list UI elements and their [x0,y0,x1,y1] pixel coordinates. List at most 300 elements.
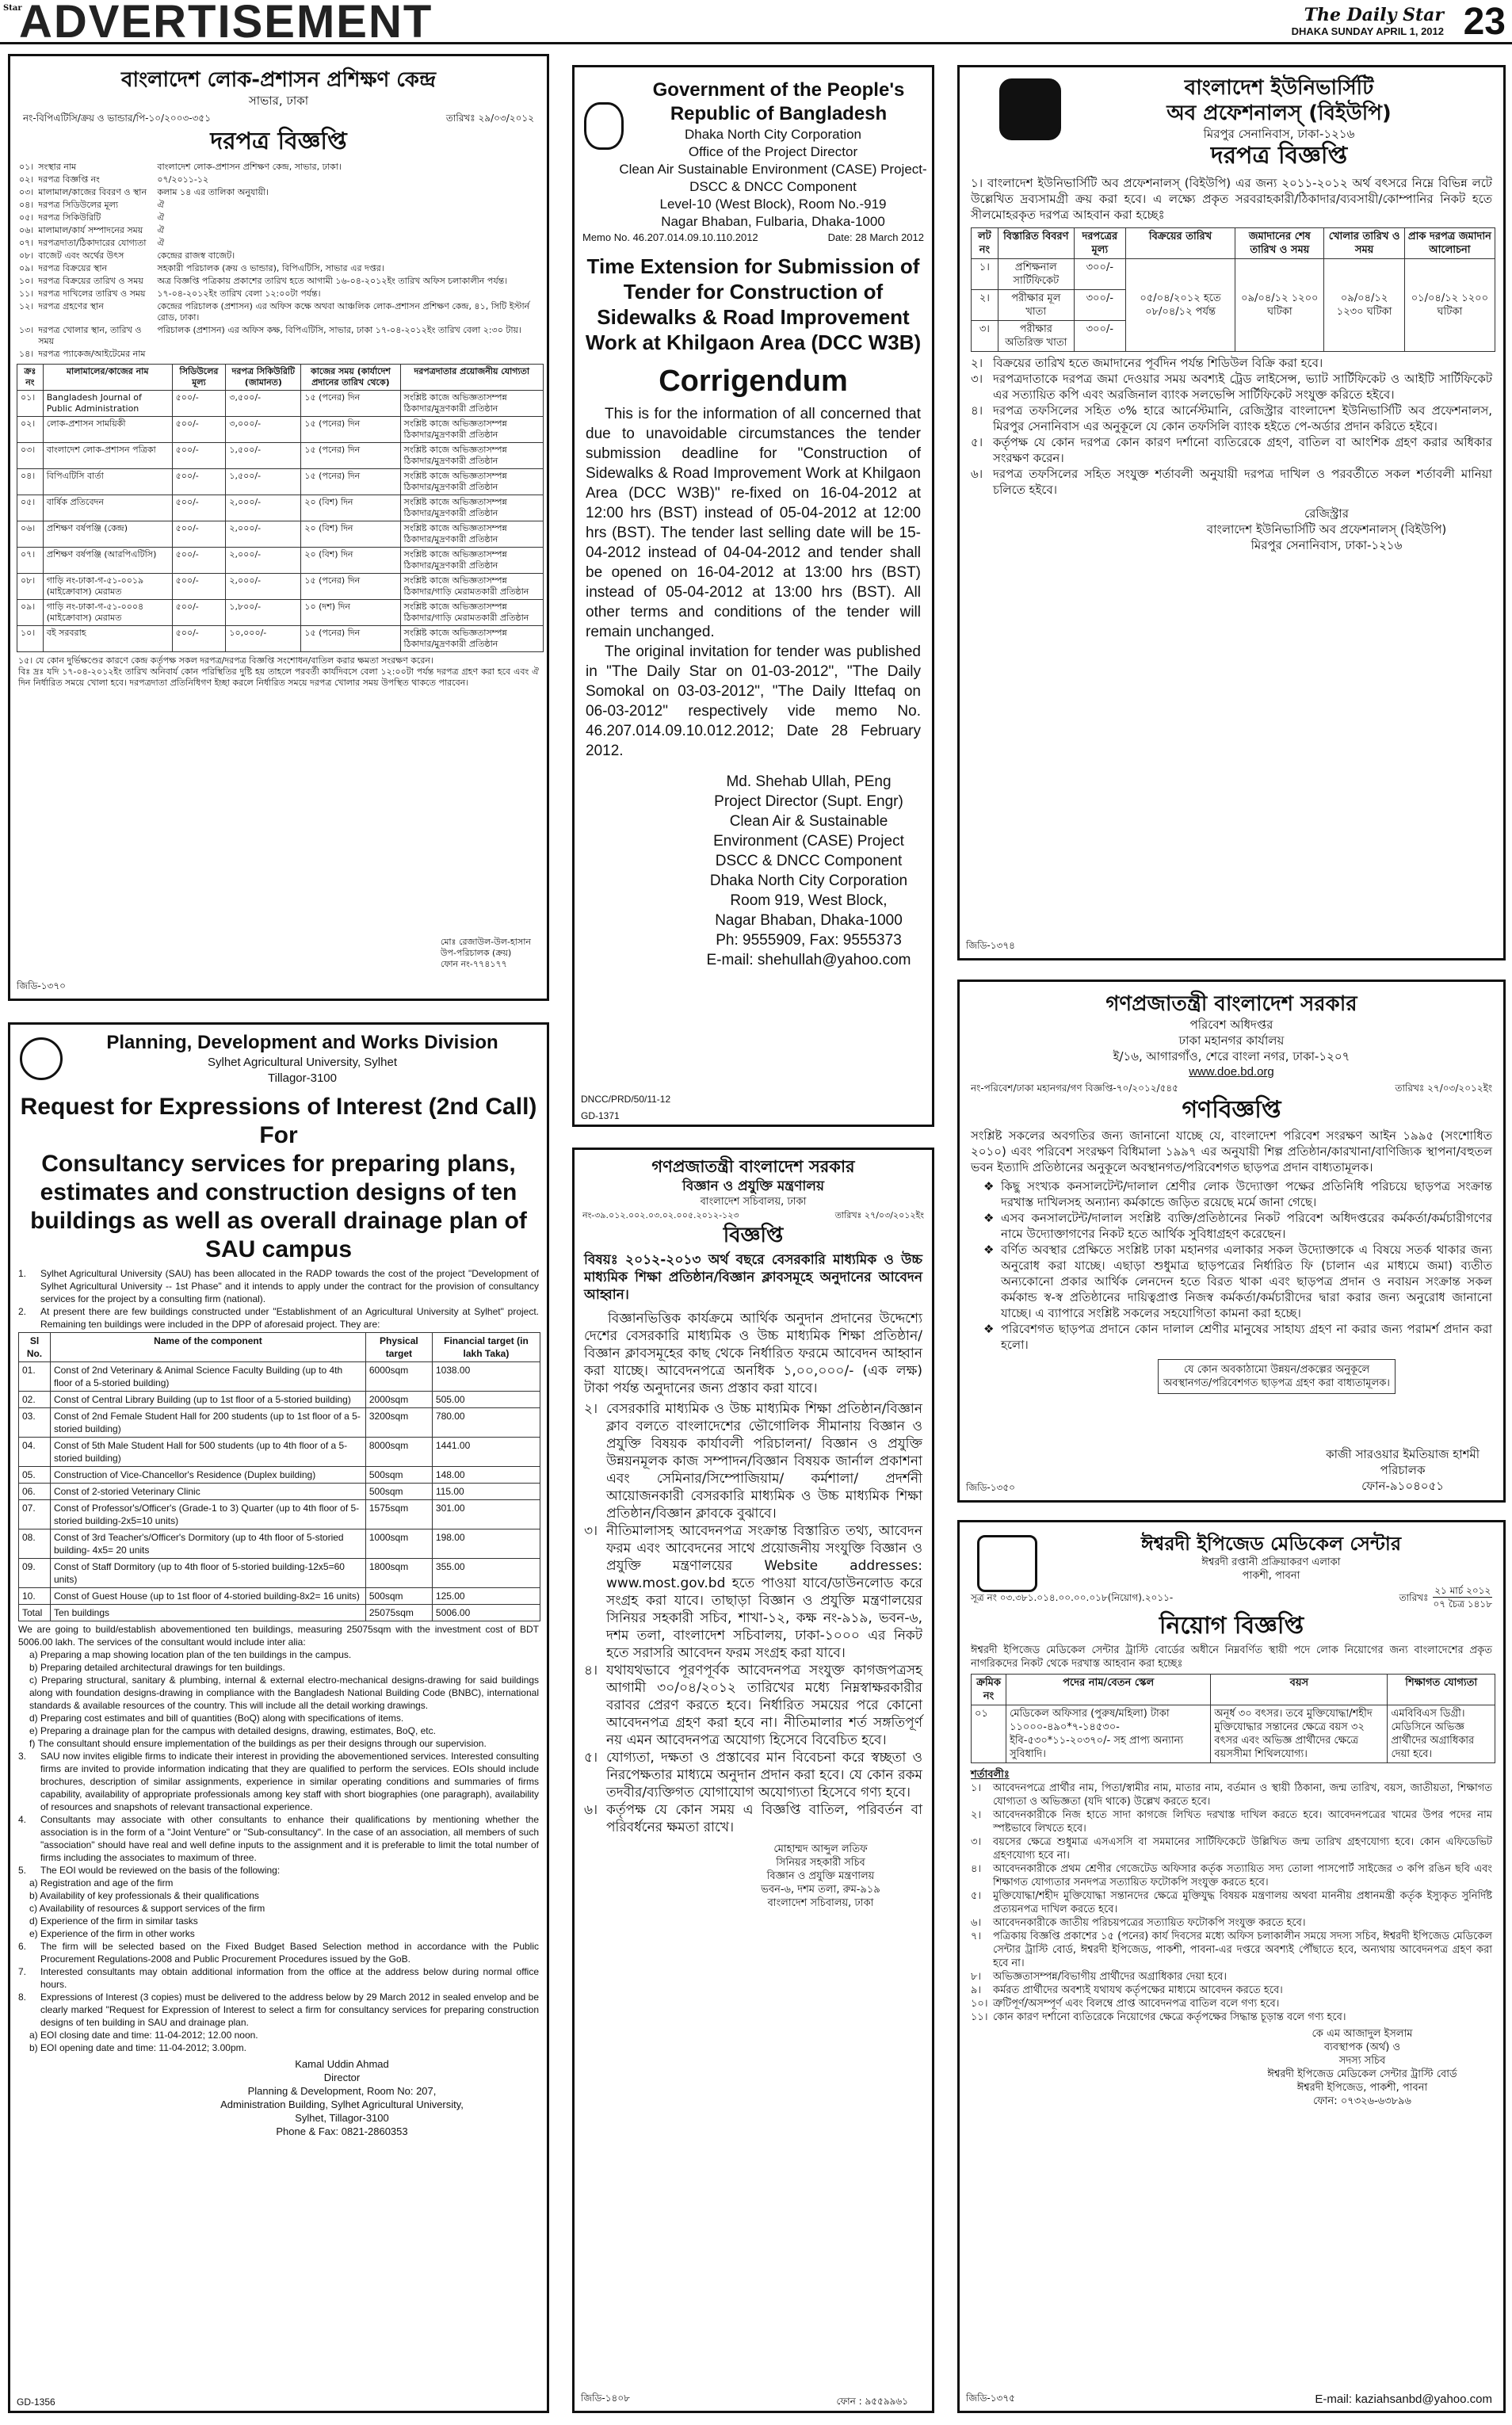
item-number: ৬। [584,1802,598,1818]
ad4-website-link[interactable]: www.doe.bd.org [1189,1065,1274,1079]
bullet-item: ❖ কিছু সংখ্যক কনসালটেন্ট/দালাল শ্রেণীর লোক উদ্যোক্তা পক্ষের প্রতিনিধি পরিচয়ে ছাড়পত্র সংক্রান্ত দরখাস্ত দাখিলসহ অন্যান্য কর্মকান্ডে জড়িত রয়েছে মর্মে জানা গেছে। [983,1178,1492,1210]
table-cell: সংশ্লিষ্ট কাজে অভিজ্ঞতাসম্পন্ন ঠিকাদার/মুদ্রণকারী প্রতিষ্ঠান [400,469,543,495]
table-cell: ৩০০/- [1074,321,1125,352]
service-line: b) Preparing detailed architectural drawings for ten buildings. [29,1662,285,1673]
signature-line: বাংলাদেশ ইউনিভার্সিটি অব প্রফেশনালস্ (বিইউপি) [1206,522,1447,537]
info-row [17,348,544,361]
table-cell: সংশ্লিষ্ট কাজে অভিজ্ঞতাসম্পন্ন ঠিকাদার/মুদ্রণকারী প্রতিষ্ঠান [400,626,543,652]
ad6-code: জিডি-১৪০৮ [581,2393,630,2404]
ad5-points-1-2 [10,1264,547,1331]
item-number: ৪। [971,1863,982,1875]
address-line: Office of the Project Director [688,144,858,159]
ad2-date: Date: 28 March 2012 [827,231,924,243]
item-text: ত্রুটিপূর্ণ/অসম্পূর্ণ এবং বিলম্বে প্রাপ্ত আবেদনপত্র বাতিল বলে গণ্য হবে। [993,1998,1280,2010]
table-cell: দরপত্রদাতা/ঠিকাদারের যোগ্যতা [38,238,147,248]
table-cell: কেন্দ্রের পরিচালক (প্রশাসন) এর অফিস কক্ষে অথবা আঞ্চলিক লোক-প্রশাসন প্রশিক্ষণ কেন্দ্র, ৪১, সিটি ইস্টার্ন রোড, ঢাকা। [157,301,530,323]
table-cell: ০৭। [19,238,34,248]
table-cell: বই সরবরাহ [43,626,172,652]
table-cell: প্রশিক্ষণ বর্ষপঞ্জি (আরপিএটিসি) [43,548,172,574]
item-text: Sylhet Agricultural University (SAU) has been allocated in the RADP towards the cost of the project "Development of Sylhet Agricultural University -- 1st Phase" and it intends to apply under the contract for the provision of consultancy services for the project by a consulting firm (national). [40,1268,539,1304]
table-cell: ০৯। [19,263,34,273]
ad3-lots-table [971,227,1495,352]
table-cell: ৫০০/- [172,521,226,548]
table-cell: বাজেট এবং অর্থের উৎস [38,250,124,261]
item-number: ৪। [971,403,983,418]
table-cell: Const of 3rd Teacher's/Officer's Dormitory (up to 4th floor of 5-storied building- 4x5= 20 units [50,1529,365,1559]
table-cell: ০৬। [17,521,44,548]
item-text: আবেদনকারীকে নিজ হাতে সাদা কাগজে লিখিত দরখাস্ত দাখিল করতে হবে। আবেদনপত্রের খামের উপর পদের নাম স্পষ্টভাবে লিখতে হবে। [993,1809,1492,1835]
date-line: a) EOI closing date and time: 11-04-2012; 12.00 noon. [29,2030,258,2041]
criteria-line: b) Availability of key professionals & their qualifications [29,1890,259,1901]
signature-line: পরিচালক [1380,1463,1426,1477]
item-row [17,469,544,495]
item-text: কর্তৃপক্ষ যে কোন দরপত্র কোন কারণ দর্শানো ব্যতিরেকে গ্রহণ, বাতিল বা আংশিক গ্রহণ করার অধিকার সংরক্ষণ করেন। [993,435,1492,465]
service-line: c) Preparing structural, sanitary & plumbing, internal & external electro-mechanical designs-drawing for said buildings along with foundation designs-drawing in compliance with the Bangladesh National Building Code (BNBC), international standards & available resources of the country. This will include all the detail working drawings. [29,1675,539,1711]
table-cell: 500sqm [365,1484,432,1500]
ad4-gov: গণপ্রজাতন্ত্রী বাংলাদেশ সরকার [1105,992,1357,1016]
info-row [17,174,544,186]
item-number: ৫। [971,435,983,449]
table-cell: ১৫ (পনের) দিন [301,417,400,443]
ad5-points-6-8 [10,1940,547,2029]
table-cell: সংশ্লিষ্ট কাজে অভিজ্ঞতাসম্পন্ন ঠিকাদার/মুদ্রণকারী প্রতিষ্ঠান [400,391,543,417]
term [971,2011,1492,2024]
ad3-intro: ১। বাংলাদেশ ইউনিভার্সিটি অব প্রফেশনালস্ (বিইউপি) এর জন্য ২০১১-২০১২ অর্থ বৎসরে নিম্নে বিভিন্ন লটে উল্লেখিত দ্রব্যসামগ্রী ক্রয় করা হবে। এ লক্ষ্যে প্রকৃত সরবরাহকারী/ঠিকাদার/ব্যবসায়ী/কোম্পানির নিকট হতে সীলমোহরকৃত দরপত্র আহবান করা হচ্ছেঃ [971,176,1492,222]
signature-line: Director [323,2072,361,2083]
ad7-heading: নিয়োগ বিজ্ঞপ্তি [1159,1612,1304,1640]
info-row [17,324,544,348]
point [971,466,1492,498]
table-cell: 08. [19,1529,51,1559]
ad5-signature [137,2057,547,2138]
component-row [19,1392,540,1408]
signature-line: বিজ্ঞান ও প্রযুক্তি মন্ত্রণালয় [766,1870,875,1882]
ad3-org-line1: বাংলাদেশ ইউনিভার্সিটি [1184,76,1374,100]
signature-line: Md. Shehab Ullah, PEng [726,773,892,790]
signature-line: Environment (CASE) Project [713,833,904,850]
ad7-ref: সূত্র নং ০৩.৩৮১.০১৪.০০.০০.০১৮(নিয়োগ).২০১১- [971,1591,1174,1603]
table-cell: 301.00 [432,1500,540,1529]
table-cell: অনূর্ধ ৩০ বৎসর। তবে মুক্তিযোদ্ধা/শহীদ মুক্তিযোদ্ধার সন্তানের ক্ষেত্রে বয়স ৩২ বৎসর এবং অভিজ্ঞ প্রার্থীদের ক্ষেত্রে বয়সসীমা শিথিলযোগ্য। [1211,1705,1388,1763]
point [971,434,1492,466]
ad4-ref: নং-পরিবেশ/ঢাকা মহানগর/গণ বিজ্ঞপ্তি-৭০/২০১২/৫৪৫ [971,1083,1178,1094]
item-number: 7. [18,1966,27,1977]
ad5-big-title: Consultancy services for preparing plans, estimates and construction designs of ten buildings as well as overall drainage plan of SAU campus [30,1151,527,1262]
address-line: পরিবেশ অধিদপ্তর [1189,1018,1273,1032]
component-row [19,1484,540,1500]
table-cell: ৫০০/- [172,443,226,469]
table-cell: ২,০০০/- [226,548,301,574]
ad7-email[interactable]: E-mail: kaziahsanbd@yahoo.com [1315,2393,1492,2406]
page-header [0,0,1512,48]
table-cell: 115.00 [432,1484,540,1500]
point [18,1991,539,2029]
bepza-logo-icon [977,1535,1037,1592]
point [18,1864,539,1877]
ad7-intro: ঈশ্বরদী ইপিজেড মেডিকেল সেন্টার ট্রাস্টি বোর্ডের অধীনে নিম্নবর্ণিত স্থায়ী পদে লোক নিয়োগের জন্য বাংলাদেশের প্রকৃত নাগরিকদের নিকট থেকে দরখাস্ত আহবান করা হচ্ছেঃ [971,1644,1492,1670]
signature-line: Sylhet, Tillagor-3100 [295,2112,389,2124]
table-cell: 2000sqm [365,1392,432,1408]
term [971,1984,1492,1997]
table-cell: ২,০০০/- [226,495,301,521]
signature-line: Dhaka North City Corporation [709,873,908,889]
item-text: মুক্তিযোদ্ধা/শহীদ মুক্তিযোদ্ধা সন্তানদের ক্ষেত্রে মুক্তিযুদ্ধ বিষয়ক মন্ত্রণালয় অথবা মাননীয় প্রধানমন্ত্রী কর্তৃক ইস্যুকৃত সুনির্দিষ্ট প্রত্যয়নপত্র দাখিল করতে হবে। [993,1890,1492,1915]
ad5-code: GD-1356 [17,2396,55,2408]
table-cell: ৩। [972,321,998,352]
table-cell: ৫০০/- [172,495,226,521]
column-header: দরপত্রের মূল্য [1074,228,1125,259]
item-number: ৫। [971,1890,982,1902]
item-text: The EOI would be reviewed on the basis of the following: [40,1865,281,1876]
term [971,1808,1492,1835]
table-cell: ০২। [17,417,44,443]
ad2-gov: Government of the People's Republic of Bangladesh [652,79,905,124]
table-cell: 1800sqm [365,1559,432,1588]
table-cell: 355.00 [432,1559,540,1588]
column-header: দরপত্রদাতার প্রয়োজনীয় যোগ্যতা [400,365,543,391]
item-number: 2. [18,1306,27,1317]
table-cell: ৫০০/- [172,574,226,600]
table-cell: বার্ষিক প্রতিবেদন [43,495,172,521]
ad7-address [1039,1556,1503,1583]
table-cell: ২। [972,290,998,321]
signature-line: ফোন নং-৭৭৪১৭৭ [440,959,507,969]
table-cell: ১০ (দশ) দিন [301,600,400,626]
table-cell: ১৫ (পনের) দিন [301,443,400,469]
item-text: The firm will be selected based on the Fixed Budget Based Selection method in accordance with the Public Procurement Regulations-2008 and Public Procurement Procedures issued by the GoB. [40,1941,539,1965]
table-cell: Ten buildings [50,1605,365,1621]
ad6-phone: ফোন : ৯৫৫৯৯৬১ [836,2396,908,2407]
ad1-items-table [17,364,544,652]
table-cell: ১,৫০০/- [226,469,301,495]
table-cell: ০৭/২০১১-১২ [157,174,209,185]
item-row [17,626,544,652]
signature-line: মোঃ রেজাউল-উল-হাসান [440,937,531,947]
table-cell: ০১। [17,391,44,417]
table-cell: ১৪। [19,349,34,359]
table-cell: ১০। [19,276,34,286]
bullet-item: ❖ এসব কনসালটেন্ট/দালাল সংশ্লিষ্ট ব্যক্তি/প্রতিষ্ঠানের নিকট পরিবেশ অধিদপ্তরের কর্মকর্তা/কর্মচারীগণের নামে উদ্যোক্তাগণের নিকট হতে আর্থিক সুবিধাগ্রহণ করেছেন। [983,1210,1492,1242]
item-row [17,495,544,521]
column-header: ক্রঃ নং [17,365,44,391]
address-line: Dhaka North City Corporation [685,127,861,142]
table-cell: ১৭-০৪-২০১২ইং তারিখ বেলা ১২:০০টা পর্যন্ত। [157,288,321,299]
item-text: আবেদনকারীকে জাতীয় পরিচয়পত্রের সত্যায়িত ফটোকপি সংযুক্ত করতে হবে। [993,1917,1306,1929]
table-cell: 1441.00 [432,1438,540,1467]
column-header: দরপত্র সিকিউরিটি (জামানত) [226,365,301,391]
component-row [19,1467,540,1484]
ad1-location: সাভার, ঢাকা [248,94,309,108]
item-text: At present there are few buildings constructed under "Establishment of an Agricultural University at Sylhet" project. Remaining ten buildings were included in the DPP of aforesaid project. They are: [40,1306,539,1330]
ad4-address [960,1017,1503,1064]
point [18,1965,539,1991]
column-header: Sl No. [19,1333,51,1362]
table-cell: Construction of Vice-Chancellor's Residence (Duplex building) [50,1467,365,1484]
ad7-signature [1221,2027,1503,2108]
table-cell: ৫০০/- [172,600,226,626]
table-cell: ০৪। [19,200,34,210]
ad4-date: তারিখঃ ২৭/০৩/২০১২ইং [1395,1083,1492,1094]
signature-line: Clean Air & Sustainable [729,813,888,830]
ad7-title: ঈশ্বরদী ইপিজেড মেডিকেল সেন্টার [1140,1533,1402,1555]
table-cell: সংশ্লিষ্ট কাজে অভিজ্ঞতাসম্পন্ন ঠিকাদার/মুদ্রণকারী প্রতিষ্ঠান [400,495,543,521]
ad3-signature [1150,506,1503,553]
term [971,1782,1492,1808]
table-cell: ৩,০০০/- [226,417,301,443]
table-cell: 3200sqm [365,1408,432,1438]
ad7-code: জিডি-১৩৭৫ [966,2393,1015,2404]
ad2-signature [685,772,932,970]
table-cell: দরপত্র দাখিলের তারিখ ও সময় [38,288,146,299]
table-cell: ১,৮০০/- [226,600,301,626]
item-row [17,391,544,417]
item-text: দরপত্র তফসিলের সহিত সংযুক্ত শর্তাবলী অনুযায়ী দরপত্র দাখিল ও পরবর্তীতে সকল শর্তাবলী মানিয়া চলিতে হইবে। [993,467,1492,497]
table-cell: 6000sqm [365,1362,432,1392]
ad6-heading: বিজ্ঞপ্তি [723,1224,784,1247]
table-cell: মেডিকেল অফিসার (পুরুষ/মহিলা) টাকা ১১০০০-৪৯০*৭-১৪৫৩০-ইবি-৫৩০*১১-২০৩৭০/- সহ প্রাপ্য অন্যান্য সুবিধাদি। [1006,1705,1211,1763]
item-text: দরপত্র তফসিলের সহিত ৩% হারে আর্নেস্টমানি, রেজিস্ট্রার বাংলাদেশ ইউনিভার্সিটি অব প্রফেশনালস, মিরপুর সেনানিবাস এর অনুকূলে যে কোন তফসিলি ব্যাংক হইতে পে-অর্ডার প্রদান করিতে হইবে। [993,403,1492,433]
term [971,1997,1492,2011]
item-number: ১০। [971,1998,988,2010]
column-header: Financial target (in lakh Taka) [432,1333,540,1362]
table-cell: 780.00 [432,1408,540,1438]
table-cell: 1038.00 [432,1362,540,1392]
point [971,371,1492,403]
table-cell: বিপিএটিসি বার্তা [43,469,172,495]
service-line: d) Preparing cost estimates and bill of quantities (BoQ) along with specifications of items. [29,1713,404,1724]
table-cell: 500sqm [365,1467,432,1484]
table-cell: ২,০০০/- [226,574,301,600]
column-header: বিস্তারিত বিবরণ [998,228,1074,259]
term [971,1930,1492,1970]
ad7-terms-label: শর্তাবলীঃ [971,1769,1010,1781]
issue-date: DHAKA SUNDAY APRIL 1, 2012 [1291,25,1444,37]
table-cell: সহকারী পরিচালক (ক্রয় ও ভান্ডার), বিপিএটিসি, সাভার এর দপ্তর। [157,263,384,273]
table-cell: বাংলাদেশ লোক-প্রশাসন পত্রিকা [43,443,172,469]
item-text: যোগ্যতা, দক্ষতা ও প্রস্তাবের মান বিবেচনা করে স্বচ্ছতা ও নিরপেক্ষতার মাধ্যমে অনুদান প্রদান করা হবে। যে কোন রকম তদবীর/ব্যক্তিগত যোগাযোগ অযোগ্যতা হিসেবে গণ্য হবে। [606,1750,922,1801]
table-cell: Const of 5th Male Student Hall for 500 students (up to 4th floor of a 5-storied building) [50,1438,365,1467]
address-line: Tillagor-3100 [268,1071,337,1085]
table-cell: 05. [19,1467,51,1484]
table-cell: মালামাল/কাজের বিবরণ ও স্থান [38,187,147,197]
table-cell: ০১ [972,1705,1006,1763]
date-line: b) EOI opening date and time: 11-04-2012; 3.00pm. [29,2042,246,2053]
table-cell: দরপত্র সিডিউলের মূল্য [38,200,119,210]
address-line: ঈশ্বরদী রপ্তানী প্রক্রিয়াকরণ এলাকা [1201,1556,1341,1568]
ad7-date-label: তারিখঃ [1399,1591,1429,1603]
ad5-request-title: Request for Expressions of Interest (2nd Call) [20,1094,537,1120]
signature-line: ব্যবস্থাপক (অর্থ) ও [1323,2041,1401,2053]
point [18,1813,539,1864]
table-cell: গাড়ি নং-ঢাকা-গ-৫১-০০১৯ (মাইক্রোবাস) মেরামত [43,574,172,600]
ad6-gov: গণপ্রজাতন্ত্রী বাংলাদেশ সরকার [651,1157,855,1176]
column-header: Physical target [365,1333,432,1362]
table-cell: Const of 2-storied Veterinary Clinic [50,1484,365,1500]
item-row [17,574,544,600]
table-cell: সংশ্লিষ্ট কাজে অভিজ্ঞতাসম্পন্ন ঠিকাদার/মুদ্রণকারী প্রতিষ্ঠান [400,417,543,443]
table-cell: ২,০০০/- [226,521,301,548]
ad6-subject: বিষয়ঃ ২০১২-২০১৩ অর্থ বছরে বেসরকারি মাধ্যমিক ও উচ্চ মাধ্যমিক শিক্ষা প্রতিষ্ঠান/বিজ্ঞান ক্লাবসমূহে অনুদানের আবেদন আহ্বান। [584,1252,922,1303]
ad2-code-2: GD-1371 [581,1110,620,1121]
ad1-org: বাংলাদেশ লোক-প্রশাসন প্রশিক্ষণ কেন্দ্র [120,68,436,92]
point [971,403,1492,434]
lot-sale-cell: ০৫/০৪/২০১২ হতে ০৮/০৪/১২ পর্যন্ত [1125,259,1235,352]
ad2-headline: Time Extension for Submission of Tender for Construction of Sidewalks & Road Improvement Work at Khilgaon Area (DCC W3B) [585,254,922,354]
item-text: আবেদনপত্রে প্রার্থীর নাম, পিতা/স্বামীর নাম, মাতার নাম, বর্তমান ও স্থায়ী ঠিকানা, জন্ম তারিখ, বয়স, জাতীয়তা, শিক্ষাগত যোগ্যতা ও অভিজ্ঞতা (যদি থাকে) উল্লেখ করতে হবে। [993,1782,1492,1808]
table-cell: সংশ্লিষ্ট কাজে অভিজ্ঞতাসম্পন্ন ঠিকাদার/গাড়ি মেরামতকারী প্রতিষ্ঠান [400,600,543,626]
table-cell: ঐ [157,225,165,235]
signature-line: Administration Building, Sylhet Agricultural University, [220,2098,464,2110]
table-cell: 125.00 [432,1588,540,1605]
item-number: ৮। [971,1971,982,1983]
table-cell: সংশ্লিষ্ট কাজে অভিজ্ঞতাসম্পন্ন ঠিকাদার/গাড়ি মেরামতকারী প্রতিষ্ঠান [400,574,543,600]
table-cell: ১৫ (পনের) দিন [301,469,400,495]
ad4-intro: সংশ্লিষ্ট সকলের অবগতির জন্য জানানো যাচ্ছে যে, বাংলাদেশ পরিবেশ সংরক্ষণ আইন ১৯৯৫ (সংশোধিত ২০১০) এবং পরিবেশ সংরক্ষণ বিধিমালা ১৯৯৭ এর অনুযায়ী শিল্প প্রতিষ্ঠান/কারখানা/বাণিজ্যিক স্থাপনা/বহুতল ভবন ইত্যাদি প্রতিষ্ঠানের অনুকূলে অবস্থানগত/পরিবেশগত ছাড়পত্র প্রদান বাধ্যতামূলক। [971,1128,1492,1174]
table-cell: ০২। [19,174,34,185]
signature-line: বাংলাদেশ সচিবালয়, ঢাকা [767,1897,874,1909]
table-cell: সংস্থার নাম [38,162,77,172]
ad-sau-eoi [8,1022,549,2413]
table-cell: দরপত্র বিক্রয়ের স্থান [38,263,108,273]
ad1-date: তারিখঃ ২৯/০৩/২০১২ [445,113,534,124]
item-number: ৬। [971,1917,982,1929]
item-text: কর্মরত প্রার্থীদের অবশ্যই যথাযথ কর্তৃপক্ষের মাধ্যমে আবেদন করতে হবে। [993,1984,1283,1996]
ad1-heading: দরপত্র বিজ্ঞপ্তি [210,128,347,155]
signature-line: কাজী সারওয়ার ইমতিয়াজ হাশমী [1326,1447,1480,1461]
table-cell: 198.00 [432,1529,540,1559]
table-cell: 07. [19,1500,51,1529]
table-cell: 5006.00 [432,1605,540,1621]
item-number: ৩। [971,372,983,386]
table-cell: এমবিবিএস ডিগ্রী। মেডিসিনে অভিজ্ঞ প্রার্থীদের অগ্রাধিকার দেয়া হবে। [1388,1705,1495,1763]
table-cell: ৫০০/- [172,548,226,574]
table-cell: অত্র বিজ্ঞপ্তি পত্রিকায় প্রকাশের তারিখ হতে আগামী ১৬-০৪-২০১২ইং তারিখ অফিস চলাকালীন পর্যন্ত। [157,276,508,286]
table-cell: 04. [19,1438,51,1467]
info-row [17,275,544,288]
ad2-memo: Memo No. 46.207.014.09.10.110.2012 [582,231,758,243]
table-cell: দরপত্র সিকিউরিটি [38,212,101,223]
signature-line: সদস্য সচিব [1338,2055,1386,2067]
address-line: Level-10 (West Block), Room No.-919 [659,197,887,212]
item-text: Expressions of Interest (3 copies) must be delivered to the address below by 29 March 2012 in sealed envelop and be clearly marked "Request for Expression of Interest to select a firm for consultancy services for preparing construction designs of ten building in SAU and drainage plan. [40,1992,539,2028]
table-cell: 1000sqm [365,1529,432,1559]
sau-logo-icon [20,1037,63,1080]
point [18,1305,539,1331]
signature-line: DSCC & DNCC Component [715,853,903,869]
ad7-terms [960,1782,1503,2024]
bup-logo-icon [999,78,1061,140]
address-line: পাকশী, পাবনা [1242,1570,1300,1582]
component-row [19,1408,540,1438]
point [584,1662,922,1749]
term [971,1970,1492,1984]
service-line: e) Preparing a drainage plan for the campus with detailed designs, drawing, estimates, BoQ, etc. [29,1725,436,1736]
column-header: Name of the component [50,1333,365,1362]
criteria-line: a) Registration and age of the firm [29,1877,174,1888]
signature-line: মোহাম্মদ আব্দুল লতিফ [773,1843,868,1855]
table-cell: ০৬। [19,225,34,235]
info-row [17,186,544,199]
info-row [17,161,544,174]
column-header: পদের নাম/বেতন স্কেল [1006,1675,1211,1705]
item-number: ১। [971,1782,982,1794]
ad5-components-table [18,1332,540,1621]
ad-bpatc-tender [8,54,549,1001]
ad1-notes [10,652,547,692]
ad7-post-table [971,1674,1495,1763]
ad6-signature [709,1843,932,1910]
service-line: f) The consultant should ensure implementation of the buildings as per their designs through our supervision. [29,1738,487,1749]
item-number: ৫। [584,1750,598,1766]
table-cell: বাংলাদেশ লোক-প্রশাসন প্রশিক্ষণ কেন্দ্র, সাভার, ঢাকা। [157,162,342,172]
point [584,1522,922,1662]
table-cell: প্রশিক্ষণ বর্ষপঞ্জি (কেন্দ্র) [43,521,172,548]
ad-most-notice [572,1148,934,2413]
ad4-bullets [960,1178,1503,1353]
total-row [19,1605,540,1621]
item-number: ২। [971,356,983,370]
ad6-location: বাংলাদেশ সচিবালয়, ঢাকা [700,1196,807,1208]
address-line: Clean Air Sustainable Environment (CASE) Project-DSCC & DNCC Component [619,162,927,194]
table-cell: ২০ (বিশ) দিন [301,495,400,521]
item-text: Interested consultants may obtain additional information from the office at the address below during normal office hours. [40,1966,539,1990]
table-cell: Const of Professor's/Officer's (Grade-1 to 3) Quarter (up to 4th floor of 5-storied building-2x5=10 units) [50,1500,365,1529]
service-line: a) Preparing a map showing location plan of the ten buildings in the campus. [29,1649,352,1660]
item-text: SAU now invites eligible firms to indicate their interest in providing the abovementioned services. Interested consulting firms are invited to provide information indicating that they are qualified to perform the services. EOIs should include brochures, description of similar assignments, experience in similar operating conditions and summaries of firms capability, availability of appropriate professionals among key staff with short biographies (one paragraph), availability of resources and snapshots of relevant transactional experience. [40,1751,539,1812]
ad2-code-1: DNCC/PRD/50/11-12 [581,1094,671,1105]
column-header: কাজের সময় (কার্যাদেশ প্রদানের তারিখ থেকে) [301,365,400,391]
lot-pre-cell: ০১/০৪/১২ ১২০০ ঘটিকা [1404,259,1495,352]
ad5-criteria [10,1877,547,1940]
table-cell: দরপত্র বিজ্ঞপ্তি নং [38,174,100,185]
ad1-signature [441,937,531,970]
lot-submit-cell: ০৯/০৪/১২ ১২০০ ঘটিকা [1235,259,1324,352]
table-cell: ৫০০/- [172,469,226,495]
ad2-paragraph-2: The original invitation for tender was published in "The Daily Star on 01-03-2012", "The Daily Somokal on 03-03-2012", "The Daily Ittefaq on 06-03-2012" respectively vide memo No. 46.207.014.09.10.012.2012; Date 28 February 2012. [586,643,921,759]
column-header: প্রাক দরপত্র জমাদান আলোচনা [1404,228,1495,259]
item-text: দরপত্রদাতাকে দরপত্র জমা দেওয়ার সময় অবশ্যই ট্রেড লাইসেন্স, ভ্যাট সার্টিফিকেট ও আইটি সার্টিফিকেট এর সত্যায়িত কপি এবং অরজিনাল ব্যাংক সলভেন্সি সার্টিফিকেট সংযুক্ত করিতে হইবে। [993,372,1492,402]
table-cell: ১৫ (পনের) দিন [301,574,400,600]
table-cell: সংশ্লিষ্ট কাজে অভিজ্ঞতাসম্পন্ন ঠিকাদার/মুদ্রণকারী প্রতিষ্ঠান [400,521,543,548]
item-text: Consultants may associate with other consultants to enhance their qualifications by mentioning whether the association is in the form of a "Joint Venture" or "Sub-consultancy". In the case of an association, all members of such "association" should have real and well define inputs to the assignment and it is preferable to limit the total number of firms including the associates to maximum of three. [40,1814,539,1863]
signature-line: মিরপুর সেনানিবাস, ঢাকা-১২১৬ [1250,538,1403,552]
signature-line: Kamal Uddin Ahmad [295,2058,389,2070]
table-cell: 06. [19,1484,51,1500]
signature-line: Ph: 9555909, Fax: 9555373 [716,932,902,949]
table-cell: ০৩। [17,443,44,469]
table-cell [155,348,544,361]
table-cell: 1575sqm [365,1500,432,1529]
lot-row [972,259,1495,290]
info-row [17,300,544,324]
table-cell: 148.00 [432,1467,540,1484]
info-row [17,237,544,250]
table-cell: ০৭। [17,548,44,574]
table-cell: ৫০০/- [172,391,226,417]
signature-line: উপ-পরিচালক (ক্রয়) [440,948,512,958]
point [971,355,1492,371]
address-line: ঢাকা মহানগর কার্যালয় [1178,1033,1285,1048]
table-cell: গাড়ি নং-ঢাকা-গ-৫১-০০০৪ (মাইক্রোবাস) মেরামত [43,600,172,626]
table-cell: সংশ্লিষ্ট কাজে অভিজ্ঞতাসম্পন্ন ঠিকাদার/মুদ্রণকারী প্রতিষ্ঠান [400,443,543,469]
item-text: বিক্রয়ের তারিখ হতে জমাদানের পূর্বদিন পর্যন্ত শিডিউল বিক্রি করা হবে। [993,356,1323,370]
table-cell: কলাম ১৪ এর তালিকা অনুযায়ী। [157,187,269,197]
table-cell: ০৯। [17,600,44,626]
ad6-ministry: বিজ্ঞান ও প্রযুক্তি মন্ত্রণালয় [682,1178,824,1194]
ad6-intro: বিজ্ঞানভিত্তিক কার্যক্রমে আর্থিক অনুদান প্রদানের উদ্দেশ্যে দেশের বেসরকারি মাধ্যমিক ও উচ্চ মাধ্যমিক শিক্ষা প্রতিষ্ঠান/বিজ্ঞান ক্লাবসমূহের কাছ থেকে নির্ধারিত ফরমে আবেদন আহ্বান করা যাচ্ছে। আবেদনপত্রে অনধিক ১,০০,০০০/- (এক লক্ষ) টাকা পর্যন্ত অনুদানের জন্য প্রস্তাব করা যাবে। [584,1311,922,1396]
table-cell: দরপত্র খোলার স্থান, তারিখ ও সময় [38,325,142,346]
table-cell: ০৮। [19,250,34,261]
